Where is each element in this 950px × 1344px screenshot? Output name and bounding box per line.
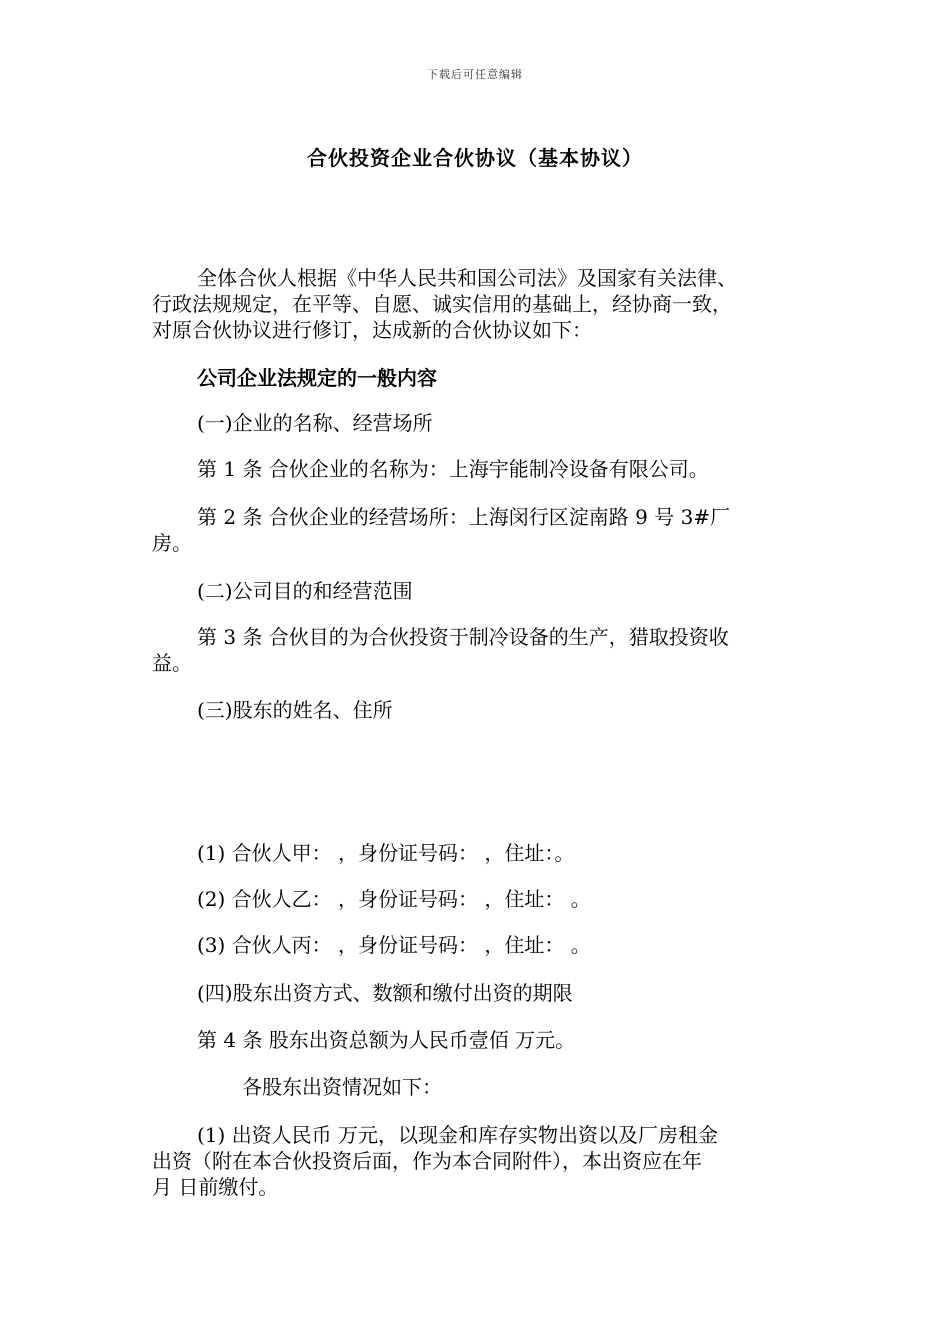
article-2-line-1: 第 2 条 合伙企业的经营场所：上海闵行区淀南路 9 号 3#厂 [197, 505, 731, 529]
header-note: 下载后可任意编辑 [427, 68, 523, 81]
partner-item: (3) 合伙人丙： ，身份证号码： ，住址： 。 [197, 933, 591, 957]
section-4-heading: (四)股东出资方式、数额和缴付出资的期限 [197, 981, 573, 1005]
article-4: 第 4 条 股东出资总额为人民币壹佰 万元。 [197, 1028, 576, 1052]
contribution-1-line-2: 出资（附在本合伙投资后面，作为本合同附件），本出资应在年 [152, 1149, 702, 1173]
article-3-line-2: 益。 [152, 651, 192, 675]
contribution-intro: 各股东出资情况如下： [242, 1075, 442, 1099]
article-1: 第 1 条 合伙企业的名称为：上海宇能制冷设备有限公司。 [197, 457, 709, 481]
section-1-heading: (一)企业的名称、经营场所 [197, 411, 433, 435]
article-3-line-1: 第 3 条 合伙目的为合伙投资于制冷设备的生产，猎取投资收 [197, 625, 729, 649]
partner-item: (1) 合伙人甲： ，身份证号码： ，住址：。 [197, 841, 575, 865]
section-heading: 公司企业法规定的一般内容 [197, 366, 437, 390]
partner-item: (2) 合伙人乙： ，身份证号码： ，住址： 。 [197, 887, 591, 911]
document-title: 合伙投资企业合伙协议（基本协议） [307, 146, 643, 170]
intro-line-1: 全体合伙人根据《中华人民共和国公司法》及国家有关法律、 [197, 266, 737, 290]
section-2-heading: (二)公司目的和经营范围 [197, 579, 413, 603]
article-2-line-2: 房。 [152, 531, 192, 555]
intro-line-2: 行政法规规定，在平等、自愿、诚实信用的基础上，经协商一致， [152, 292, 732, 316]
intro-line-3: 对原合伙协议进行修订，达成新的合伙协议如下： [152, 318, 592, 342]
contribution-1-line-3: 月 日前缴付。 [152, 1175, 279, 1199]
section-3-heading: (三)股东的姓名、住所 [197, 698, 393, 722]
contribution-1-line-1: (1) 出资人民币 万元，以现金和库存实物出资以及厂房租金 [197, 1123, 719, 1147]
